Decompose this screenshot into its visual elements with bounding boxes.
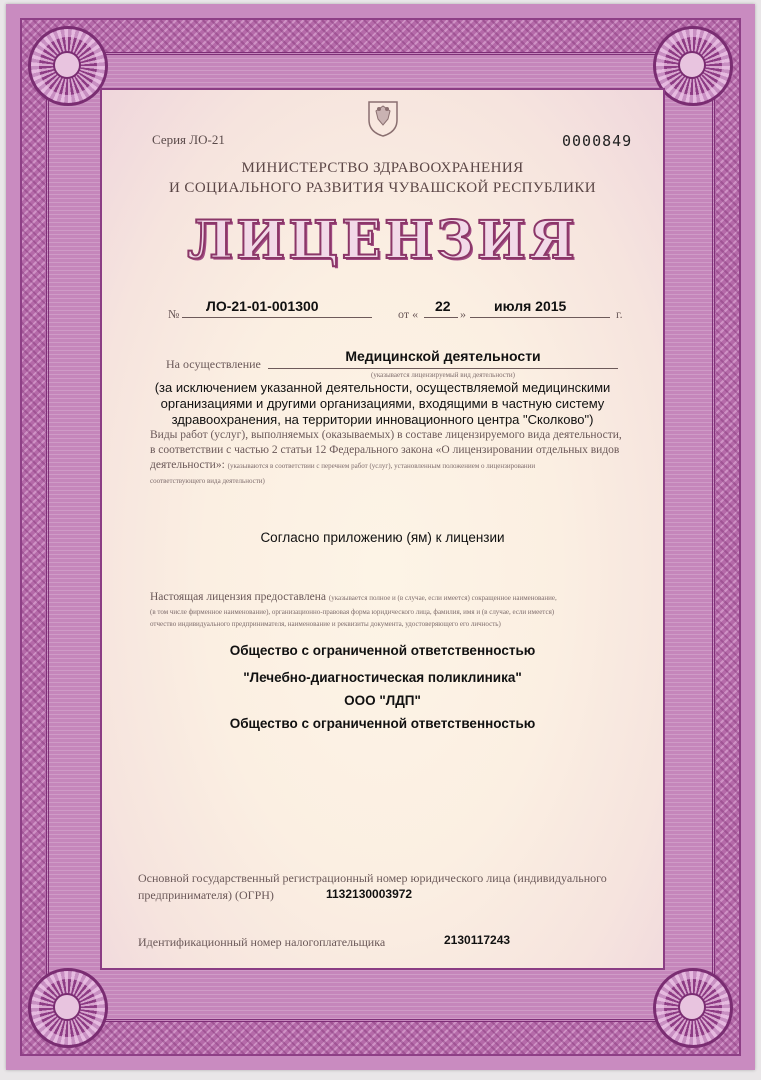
corner-rosette-bottom-right — [653, 968, 733, 1048]
document-paper — [100, 88, 665, 970]
license-number-value: ЛО-21-01-001300 — [206, 298, 319, 314]
license-sheet — [6, 4, 755, 1070]
corner-rosette-top-right — [653, 26, 733, 106]
org-full-name-line: Общество с ограниченной ответственностью — [229, 643, 536, 658]
activity-hint: (указывается лицензируемый вид деятельности) — [370, 371, 516, 379]
corner-rosette-bottom-left — [28, 968, 108, 1048]
ogrn-label-line-2: предпринимателя) (ОГРН) — [138, 888, 274, 902]
inn-label: Идентификационный номер налогоплательщика — [138, 935, 386, 949]
works-text — [150, 428, 650, 489]
org-trade-name-line: "Лечебно-диагностическая поликлиника" — [243, 670, 522, 685]
document-title: ЛИЦЕНЗИЯ — [187, 210, 578, 271]
license-day-value: 22 — [435, 298, 451, 314]
series-label: Серия ЛО-21 — [152, 132, 225, 147]
granted-text-line-3: отчество индивидуального предпринимателя, наименование и реквизиты документа, удостоверяющего его личность) — [150, 620, 501, 628]
license-day-close: » — [460, 307, 466, 321]
ministry-name — [102, 158, 663, 198]
org-short-name-line: ООО "ЛДП" — [344, 693, 421, 708]
license-number-label: № — [168, 307, 180, 321]
works-text-line-2: в соответствии с частью 2 статьи 12 Федерального закона «О лицензировании отдельных видов — [150, 444, 620, 456]
works-text-line-3 — [150, 458, 650, 474]
works-text-line-1: Виды работ (услуг), выполняемых (оказываемых) в составе лицензируемого вида деятельности, — [150, 429, 622, 441]
license-year-suffix: г. — [616, 307, 623, 321]
license-month-year-value: июля 2015 — [494, 298, 567, 314]
works-value: Согласно приложению (ям) к лицензии — [260, 530, 505, 545]
form-number: 0000849 — [562, 132, 633, 150]
granted-text — [150, 590, 660, 630]
works-text-line-3a: деятельности»: — [150, 459, 225, 471]
ogrn-label-line-1: Основной государственный регистрационный номер юридического лица (индивидуального — [138, 871, 607, 885]
corner-rosette-top-left — [28, 26, 108, 106]
coat-of-arms-icon — [364, 98, 402, 138]
org-legal-form-line: Общество с ограниченной ответственностью — [229, 716, 536, 731]
ministry-line-1: МИНИСТЕРСТВО ЗДРАВООХРАНЕНИЯ — [241, 160, 524, 176]
granted-text-line-1 — [150, 590, 660, 606]
granted-text-line-1b: (указывается полное и (в случае, если имеется) сокращенное наименование, — [328, 594, 557, 602]
license-date-from-label: от « — [398, 307, 419, 321]
activity-label: На осуществление — [166, 357, 261, 371]
inn-value: 2130117243 — [444, 933, 511, 947]
activity-value: Медицинской деятельности — [345, 348, 541, 364]
activity-note: (за исключением указанной деятельности, осуществляемой медицинскими организациями и другими организациями, входящими в частную систему здравоохранения, на территории инновационного центра "Сколково") — [154, 380, 611, 427]
works-text-line-3b: (указываются в соответствии с перечнем работ (услуг), установленным положением о лицензировании — [227, 462, 536, 470]
granted-text-line-1a: Настоящая лицензия предоставлена — [150, 591, 326, 603]
ogrn-value: 1132130003972 — [326, 887, 413, 901]
works-text-line-4: соответствующего вида деятельности) — [150, 477, 265, 485]
granted-text-line-2: (в том числе фирменное наименование), организационно-правовая форма юридического лица, фамилия, имя и (в случае, если имеется) — [150, 608, 555, 616]
ministry-line-2: И СОЦИАЛЬНОГО РАЗВИТИЯ ЧУВАШСКОЙ РЕСПУБЛИКИ — [169, 180, 596, 196]
